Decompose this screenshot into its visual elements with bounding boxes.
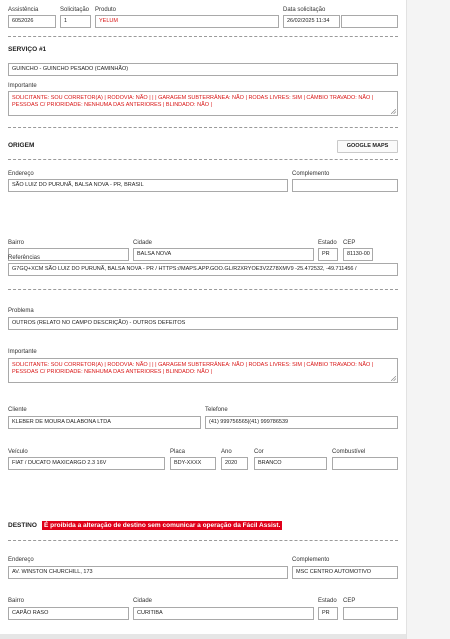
destino-warning-badge: É proibida a alteração de destino sem comunicar a operação da Fácil Assist.	[44, 522, 281, 529]
origem-complemento-label: Complemento	[292, 171, 330, 177]
solicitacao-field[interactable]: 1	[60, 15, 91, 28]
divider	[8, 289, 398, 290]
cor-field[interactable]: BRANCO	[254, 457, 327, 470]
destino-bairro-label: Bairro	[8, 598, 25, 604]
data-solicitacao-label: Data solicitação	[283, 7, 326, 13]
origem-cep-field[interactable]: 81130-00	[343, 248, 373, 261]
destino-estado-field[interactable]: PR	[318, 607, 338, 620]
placa-field[interactable]: BDY-XXXX	[170, 457, 216, 470]
cor-label: Cor	[254, 449, 264, 455]
data-solicitacao-extra-field[interactable]	[341, 15, 398, 28]
destino-cep-label: CEP	[343, 598, 356, 604]
destino-complemento-label: Complemento	[292, 557, 330, 563]
cliente-label: Cliente	[8, 407, 27, 413]
destino-cidade-field[interactable]: CURITIBA	[133, 607, 314, 620]
servico-field[interactable]: GUINCHO - GUINCHO PESADO (CAMINHÃO)	[8, 63, 398, 76]
origem-cidade-field[interactable]: BALSA NOVA	[133, 248, 314, 261]
veiculo-field[interactable]: FIAT / DUCATO MAXICARGO 2.3 16V	[8, 457, 165, 470]
origem-referencias-field[interactable]: G7GQ+XCM SÃO LUIZ DO PURUNÃ, BALSA NOVA - PR / HTTPS://MAPS.APP.GOO.GL/R2XRYOE3V2Z78XMV9 -25.472532, -49.711456 /	[8, 263, 398, 276]
bottom-bar	[0, 634, 406, 639]
veiculo-label: Veículo	[8, 449, 28, 455]
resize-handle-icon[interactable]	[391, 109, 396, 114]
origem-importante-text: SOLICITANTE: SOU CORRETOR(A) | RODOVIA: NÃO | | | GARAGEM SUBTERRÂNEA: NÃO | RODAS LIVRES: SIM | CÂMBIO TRAVADO: NÃO | PESSOAS C/ PRIORIDADE: NENHUMA DAS ANTERIORES | BLINDADO: NÃO |	[12, 362, 374, 375]
origem-problema-field[interactable]: OUTROS (RELATO NO CAMPO DESCRIÇÃO) - OUTROS DEFEITOS	[8, 317, 398, 330]
origem-bairro-label: Bairro	[8, 240, 25, 246]
servico-importante-textarea[interactable]	[8, 91, 398, 116]
origem-complemento-field[interactable]	[292, 179, 398, 192]
origem-estado-label: Estado	[318, 240, 337, 246]
destino-cidade-label: Cidade	[133, 598, 153, 604]
origem-cep-label: CEP	[343, 240, 356, 246]
destino-complemento-field[interactable]: MSC CENTRO AUTOMOTIVO	[292, 566, 398, 579]
produto-label: Produto	[95, 7, 117, 13]
combustivel-label: Combustível	[332, 449, 366, 455]
combustivel-field[interactable]	[332, 457, 398, 470]
servico-title: SERVIÇO #1	[8, 46, 47, 53]
destino-cep-field[interactable]	[343, 607, 398, 620]
origem-title: ORIGEM	[8, 142, 35, 149]
assistencia-field[interactable]: 6052026	[8, 15, 56, 28]
divider	[8, 36, 398, 37]
destino-estado-label: Estado	[318, 598, 337, 604]
destino-title: DESTINO	[8, 522, 37, 529]
destino-endereco-field[interactable]: AV. WINSTON CHURCHILL, 173	[8, 566, 288, 579]
resize-handle-icon[interactable]	[391, 376, 396, 381]
destino-endereco-label: Endereço	[8, 557, 34, 563]
data-solicitacao-field[interactable]: 26/02/2025 11:34	[283, 15, 340, 28]
placa-label: Placa	[170, 449, 186, 455]
origem-endereco-field[interactable]: SÃO LUIZ DO PURUNÃ, BALSA NOVA - PR, BRASIL	[8, 179, 288, 192]
cliente-field[interactable]: KLEBER DE MOURA DALABONA LTDA	[8, 416, 201, 429]
divider	[8, 540, 398, 541]
divider	[8, 127, 398, 128]
ano-label: Ano	[221, 449, 232, 455]
destino-bairro-field[interactable]: CAPÃO RASO	[8, 607, 129, 620]
origem-referencias-label: Referências	[8, 255, 41, 261]
origem-problema-label: Problema	[8, 308, 34, 314]
origem-cidade-label: Cidade	[133, 240, 153, 246]
google-maps-button[interactable]: GOOGLE MAPS	[337, 140, 398, 153]
assistencia-label: Assistência	[8, 7, 39, 13]
origem-importante-label: Importante	[8, 349, 37, 355]
produto-field[interactable]: YELUM	[95, 15, 279, 28]
origem-estado-field[interactable]: PR	[318, 248, 338, 261]
servico-importante-label: Importante	[8, 83, 37, 89]
servico-importante-text: SOLICITANTE: SOU CORRETOR(A) | RODOVIA: NÃO | | | GARAGEM SUBTERRÂNEA: NÃO | RODAS LIVRES: SIM | CÂMBIO TRAVADO: NÃO | PESSOAS C/ PRIORIDADE: NENHUMA DAS ANTERIORES | BLINDADO: NÃO |	[12, 95, 374, 108]
ano-field[interactable]: 2020	[221, 457, 248, 470]
divider	[8, 159, 398, 160]
origem-endereco-label: Endereço	[8, 171, 34, 177]
origem-importante-textarea[interactable]	[8, 358, 398, 383]
telefone-label: Telefone	[205, 407, 228, 413]
solicitacao-label: Solicitação	[60, 7, 90, 13]
telefone-field[interactable]: (41) 999756565|(41) 999786539	[205, 416, 398, 429]
